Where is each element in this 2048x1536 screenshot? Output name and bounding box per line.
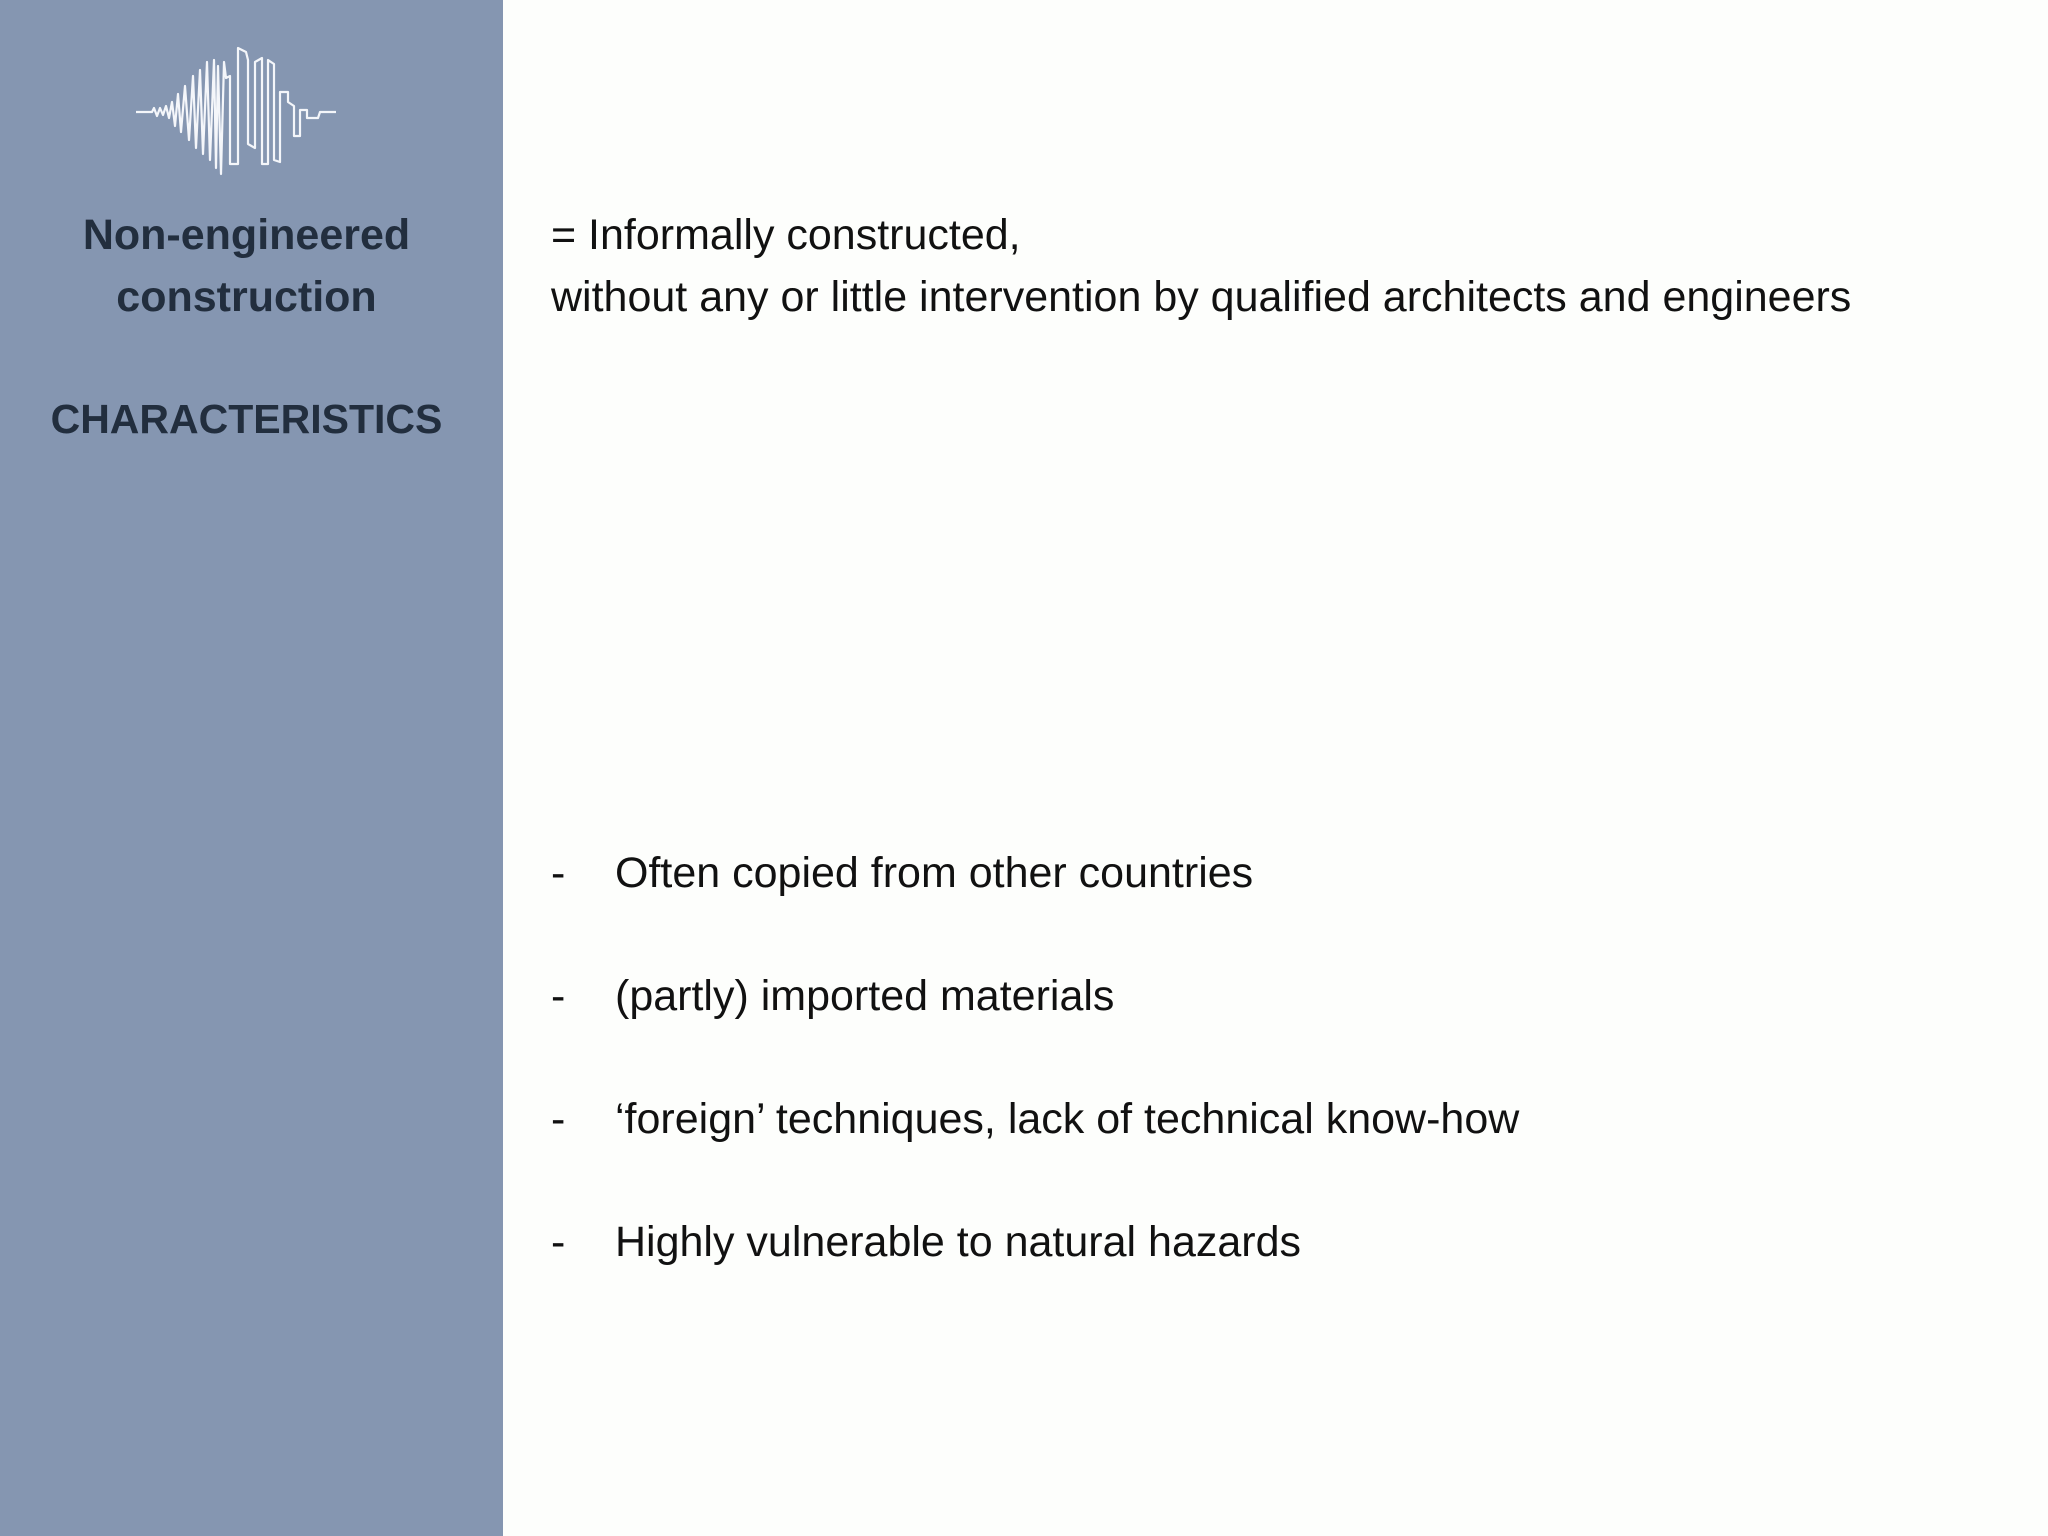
bullet-dash: - xyxy=(551,1095,566,1143)
bullet-text: Often copied from other countries xyxy=(615,849,1254,897)
definition-line1: = Informally constructed, xyxy=(551,211,1021,259)
list-item xyxy=(551,965,1519,1027)
list-item xyxy=(551,1088,1519,1150)
definition-text xyxy=(551,204,1851,328)
bullet-text: Highly vulnerable to natural hazards xyxy=(615,1218,1302,1266)
seismic-skyline-logo-icon xyxy=(130,36,370,188)
list-item xyxy=(551,842,1519,904)
slide-topic-title-line2: construction xyxy=(116,273,377,321)
sidebar-panel xyxy=(0,0,503,1536)
characteristics-list xyxy=(551,842,1519,1334)
slide-topic-title-line1: Non-engineered xyxy=(82,211,411,259)
slide-content xyxy=(503,0,2048,1536)
list-item xyxy=(551,1211,1519,1273)
bullet-text: (partly) imported materials xyxy=(615,972,1115,1020)
bullet-dash: - xyxy=(551,972,566,1020)
definition-line2: without any or little intervention by qualified architects and engineers xyxy=(551,273,1852,321)
bullet-text: ‘foreign’ techniques, lack of technical know-how xyxy=(615,1095,1520,1143)
section-heading: CHARACTERISTICS xyxy=(50,396,443,442)
bullet-dash: - xyxy=(551,1218,566,1266)
bullet-dash: - xyxy=(551,849,566,897)
slide-topic-title xyxy=(0,204,493,328)
